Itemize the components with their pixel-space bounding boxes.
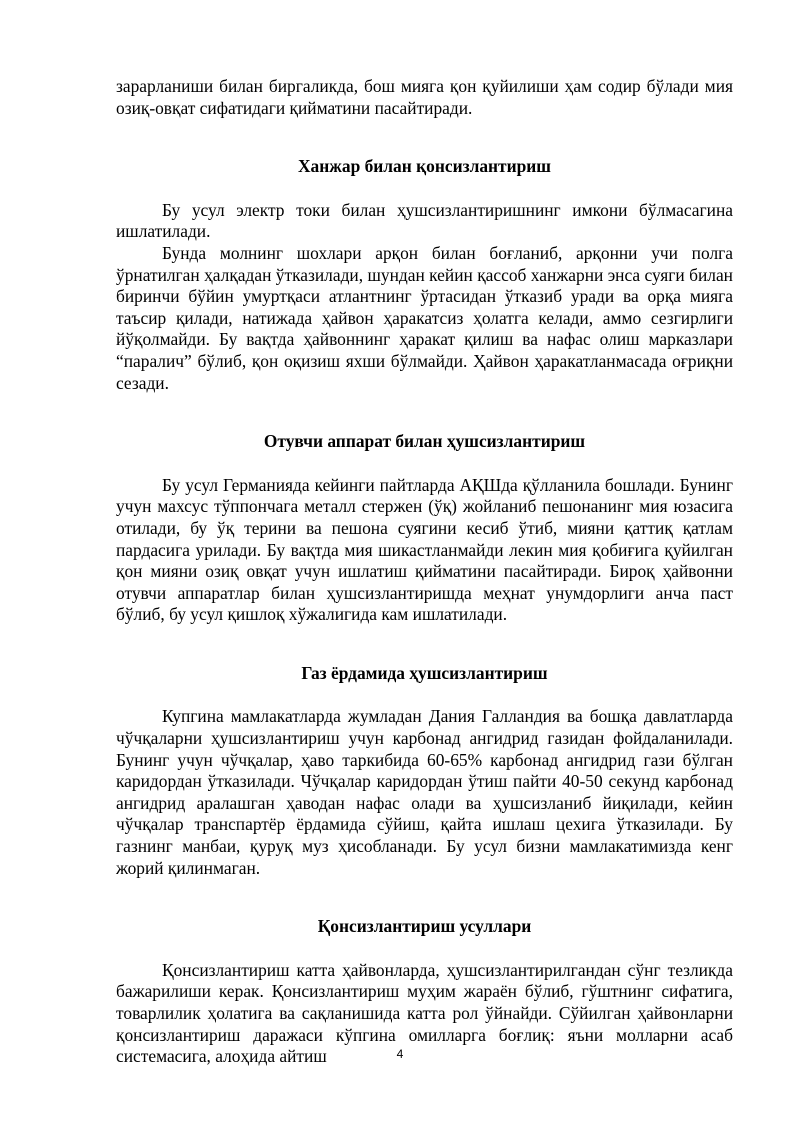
- paragraph: Бу усул Германияда кейинги пайтларда АҚШда қўлланила бошлади. Бунинг учун махсус тўппончага металл стержен (ўқ) жойланиб пешонанинг мия юзасига отилади, бу ўқ терини ва пешона суягини кесиб ўтиб, мияни қаттиқ қатлам пардасига урилади. Бу вақтда мия шикастланмайди лекин мия қобиғига қуйилган қон мияни озиқ овқат учун ишлатиш қийматини пасайтиради. Бироқ ҳайвонни отувчи аппаратлар билан ҳушсизлантиришда меҳнат унумдорлиги анча паст бўлиб, бу усул қишлоқ хўжалигида кам ишлатилади.: [116, 474, 733, 625]
- intro-paragraph: зарарланиши билан биргаликда, бош мияга қон қуйилиши ҳам содир бўлади мия озиқ-овқат сифатидаги қийматини пасайтиради.: [116, 76, 733, 118]
- paragraph: Қонсизлантириш катта ҳайвонларда, ҳушсизлантирилгандан сўнг тезликда бажарилиши керак. Қонсизлантириш муҳим жараён бўлиб, гўштнинг сифатига, товарлилик ҳолатига ва сақланишида катта рол ўйнайди. Сўйилган ҳайвонларни қонсизлантириш даражаси кўпгина омилларга боғлиқ: яъни молларни асаб системасига, алоҳида айтиш: [116, 959, 733, 1067]
- section-heading-dagger-bleeding: Ханжар билан қонсизлантириш: [297, 156, 551, 177]
- page-body: [116, 76, 733, 1068]
- page-number: 4: [396, 1047, 404, 1061]
- paragraph: Бу усул электр токи билан ҳушсизлантиришнинг имкони бўлмасагина ишлатилади.: [116, 199, 733, 242]
- paragraph: Бунда молнинг шохлари арқон билан боғланиб, арқонни учи полга ўрнатилган ҳалқадан ўтказилади, шундан кейин қассоб ханжарни энса суяги билан биринчи бўйин умуртқаси атлантнинг ўртасидан ўтказиб уради ва орқа мияга таъсир қилади, натижада ҳайвон ҳаракатсиз ҳолатга келади, аммо сезгирлиги йўқолмайди. Бу вақтда ҳайвоннинг ҳаракат қилиш ва нафас олиш марказлари “паралич” бўлиб, қон оқизиш яхши бўлмайди. Ҳайвон ҳаракатланмасада оғриқни сезади.: [116, 242, 733, 393]
- section-heading-gas-stunning: Газ ёрдамида ҳушсизлантириш: [301, 662, 548, 683]
- section-heading-bleeding-methods: Қонсизлантириш усуллари: [317, 916, 532, 937]
- section-heading-captive-bolt-stunning: Отувчи аппарат билан ҳушсизлантириш: [263, 431, 586, 452]
- paragraph: Купгина мамлакатларда жумладан Дания Галландия ва бошқа давлатларда чўчқаларни ҳушсизлантириш учун карбонад ангидрид газидан фойдаланилади. Бунинг учун чўчқалар, ҳаво таркибида 60-65% карбонад ангидрид гази бўлган каридордан ўтказилади. Чўчқалар каридордан ўтиш пайти 40-50 секунд карбонад ангидрид аралашган ҳаводан нафас олади ва ҳушсизланиб йиқилади, кейин чўчқалар транспартёр ёрдамида сўйиш, қайта ишлаш цехига ўтказилади. Бу газнинг манбаи, қуруқ муз ҳисобланади. Бу усул бизни мамлакатимизда кенг жорий қилинмаган.: [116, 706, 733, 878]
